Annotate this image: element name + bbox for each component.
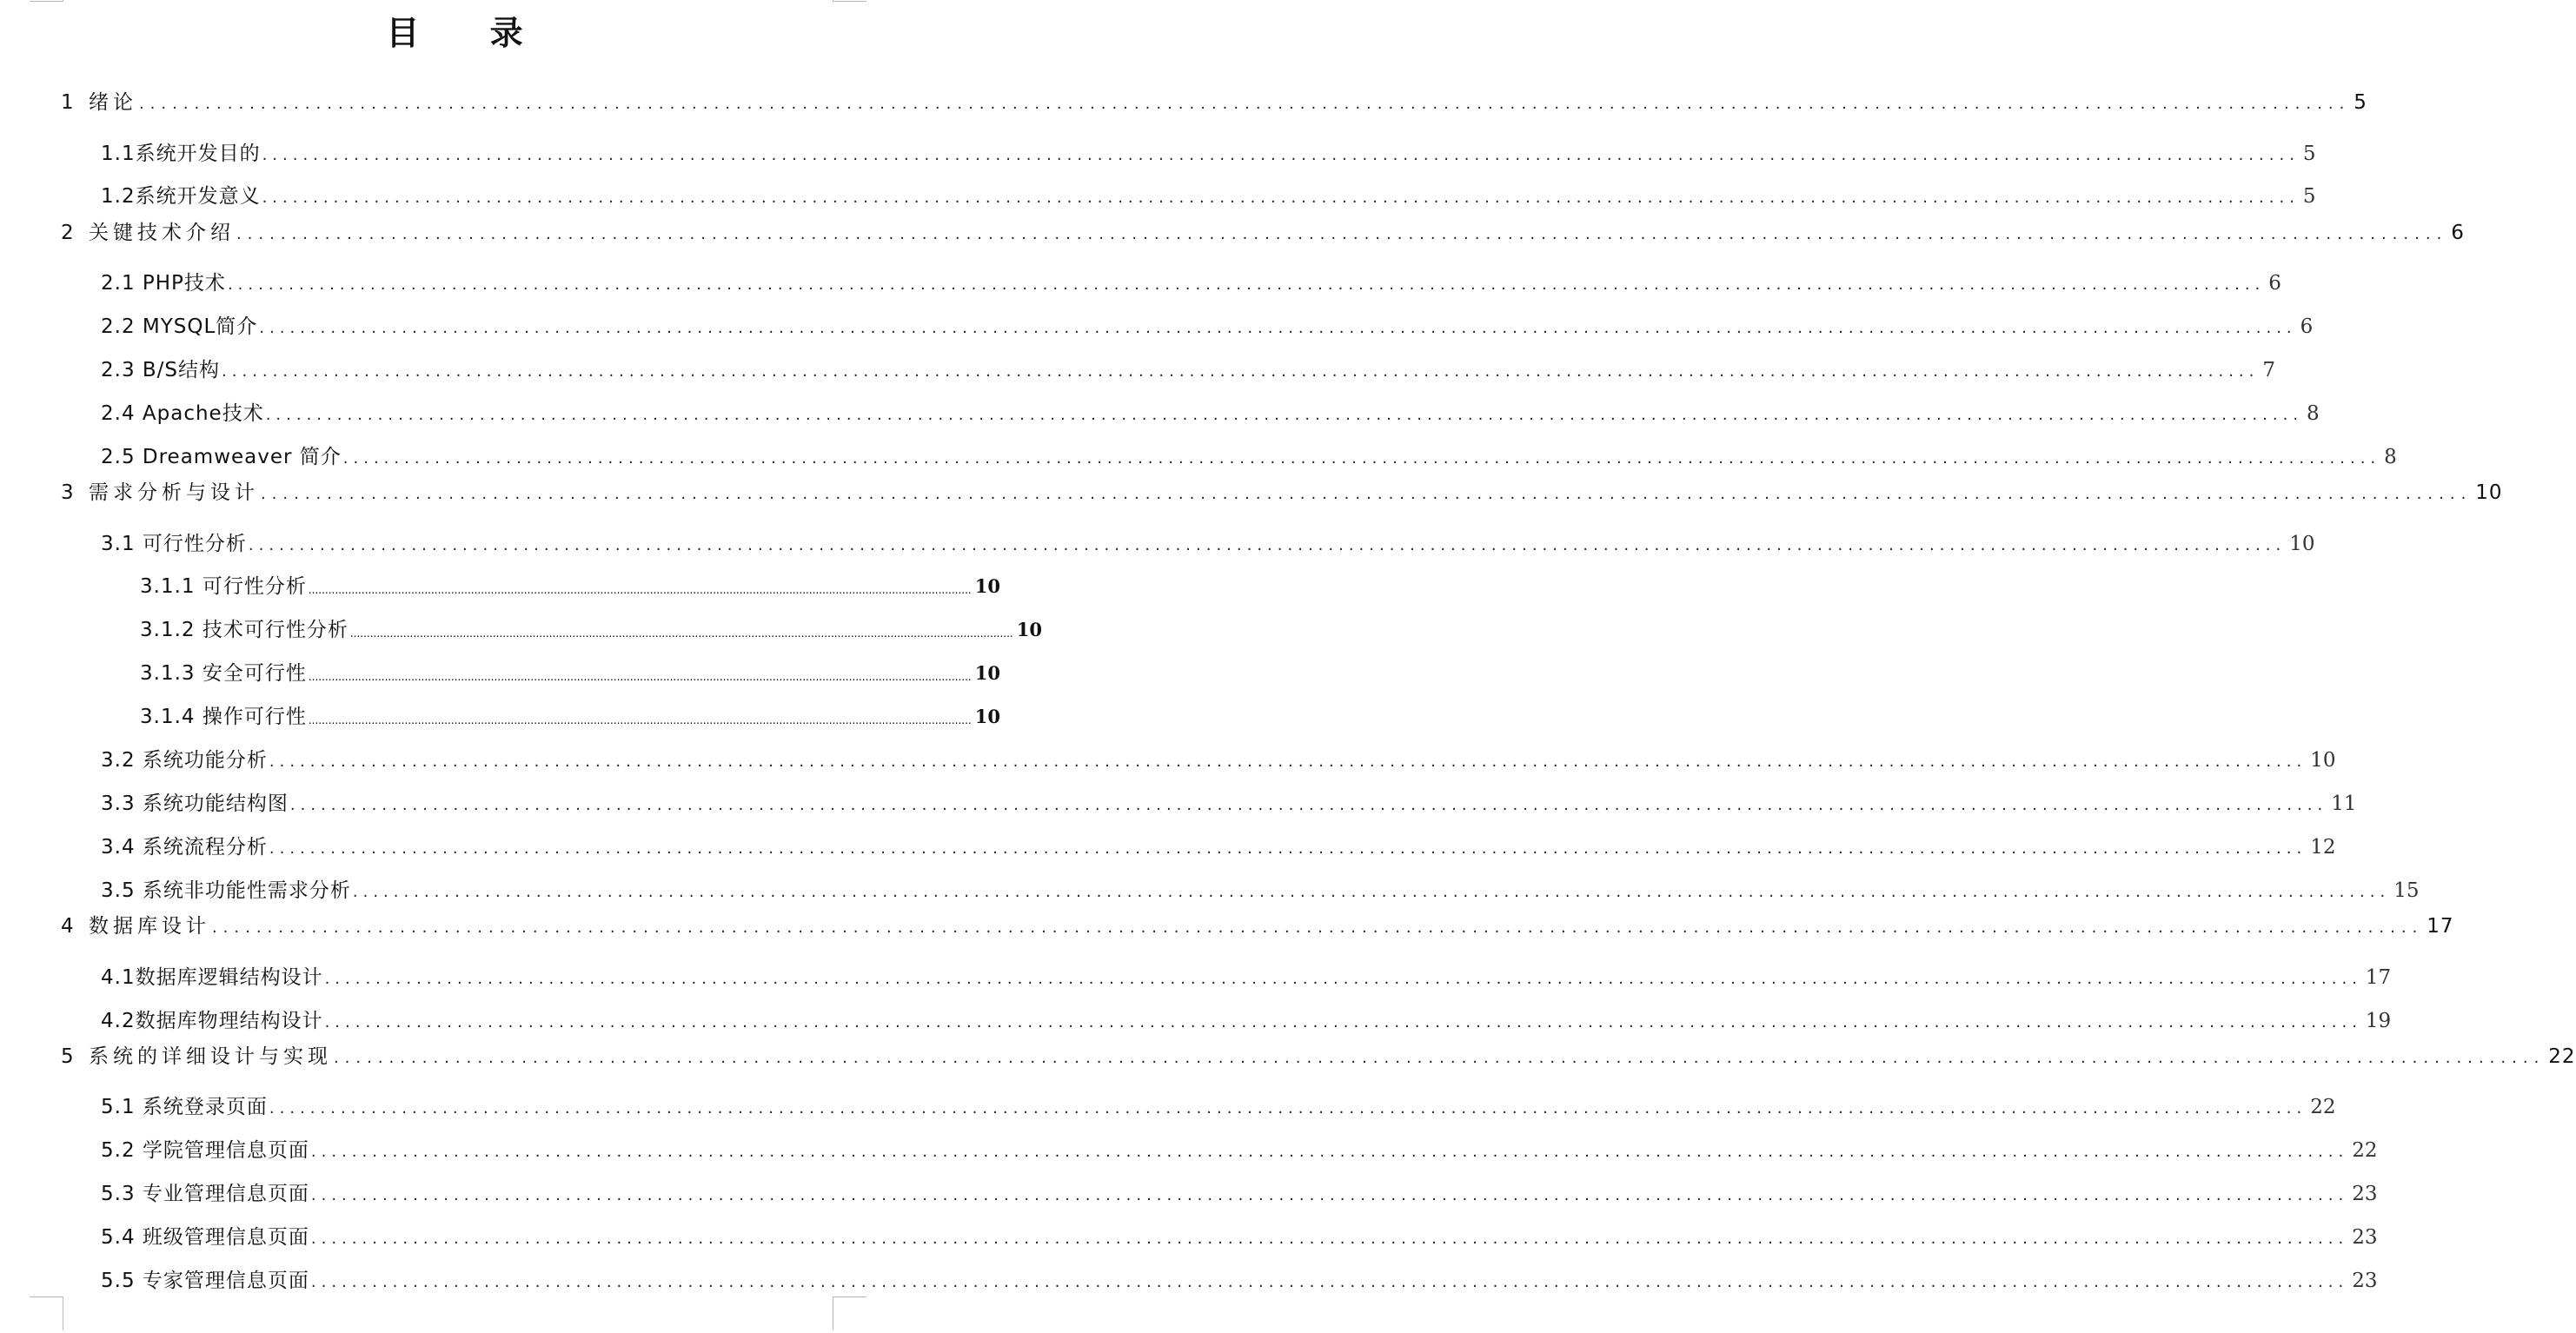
- toc-dot-leader: ........................................................................................................................................................................................................: [259, 319, 2297, 337]
- toc-entry-section[interactable]: [101, 1095, 2336, 1119]
- toc-page-number: 15: [2393, 879, 2420, 902]
- page-title: 目 录: [386, 14, 553, 52]
- toc-page-number: 23: [2352, 1226, 2378, 1249]
- toc-entry-label: 2 关键技术介绍: [61, 222, 235, 244]
- toc-entry-chapter[interactable]: [61, 221, 2465, 245]
- toc-dot-leader: ........................................................................................................................................................................................................: [333, 1049, 2546, 1067]
- toc-dot-leader: ........................................................................................................................................................................................................: [262, 189, 2300, 207]
- toc-entry-section[interactable]: [101, 184, 2316, 209]
- toc-page-number: 10: [2310, 749, 2336, 772]
- toc-entry-label: 2.2 MYSQL简介: [101, 315, 258, 338]
- page-corner-mark: [833, 1297, 866, 1330]
- toc-page-number: 10: [974, 706, 1000, 727]
- toc-page-number: 17: [2365, 966, 2392, 989]
- toc-page-number: 6: [2300, 315, 2314, 338]
- toc-dot-leader: ........................................................................................................................................................................................................: [324, 970, 2362, 988]
- toc-entry-label: 3.3 系统功能结构图: [101, 793, 289, 815]
- toc-page-number: 10: [974, 575, 1000, 597]
- toc-page-number: 17: [2427, 915, 2454, 938]
- toc-page-number: 7: [2262, 359, 2276, 381]
- toc-dot-leader: ........................................................................................................................................................................................................: [269, 753, 2307, 771]
- toc-entry-label: 1.1系统开发目的: [101, 143, 261, 165]
- toc-dot-leader: ........................................................................................................................................................................................................: [262, 146, 2300, 164]
- page-corner-mark: [30, 0, 63, 2]
- toc-entry-chapter[interactable]: [61, 481, 2503, 505]
- toc-dot-leader: ........................................................................................................................................................................................................: [222, 362, 2260, 381]
- toc-page-number: 10: [2475, 481, 2503, 504]
- toc-entry-label: 4 数据库设计: [61, 915, 210, 938]
- toc-entry-chapter[interactable]: [61, 90, 2367, 115]
- toc-page-number: 5: [2302, 185, 2316, 208]
- toc-entry-chapter[interactable]: [61, 914, 2454, 938]
- page-corner-mark: [30, 1297, 63, 1330]
- toc-entry-section[interactable]: [101, 1182, 2378, 1206]
- toc-entry-section[interactable]: [101, 879, 2420, 903]
- toc-dot-leader: ........................................................................................................................................................................................................: [310, 1186, 2349, 1204]
- toc-entry-label: 2.4 Apache技术: [101, 402, 264, 425]
- toc-dot-leader: ........................................................................................................................................................................................................: [308, 714, 972, 726]
- toc-page-number: 22: [2352, 1139, 2378, 1162]
- toc-entry-section[interactable]: [101, 142, 2316, 166]
- toc-entry-section[interactable]: [101, 445, 2397, 469]
- toc-page-number: 23: [2352, 1270, 2378, 1292]
- toc-entry-label: 5.4 班级管理信息页面: [101, 1226, 309, 1249]
- toc-entry-label: 3.1.4 操作可行性: [140, 706, 307, 728]
- toc-entry-section[interactable]: [101, 315, 2314, 339]
- toc-entry-label: 1.2系统开发意义: [101, 185, 261, 208]
- toc-entry-section[interactable]: [101, 401, 2320, 426]
- toc-entry-section[interactable]: [101, 792, 2357, 816]
- toc-entry-section[interactable]: [101, 748, 2336, 773]
- toc-entry-subsection[interactable]: [140, 661, 1000, 686]
- toc-dot-leader: ........................................................................................................................................................................................................: [310, 1230, 2349, 1248]
- toc-dot-leader: ........................................................................................................................................................................................................: [324, 1013, 2362, 1031]
- toc-entry-label: 2.1 PHP技术: [101, 272, 226, 295]
- toc-entry-label: 3 需求分析与设计: [61, 481, 259, 504]
- toc-page-number: 6: [2451, 222, 2465, 244]
- toc-dot-leader: ........................................................................................................................................................................................................: [269, 839, 2307, 858]
- toc-entry-section[interactable]: [101, 271, 2281, 295]
- toc-entry-label: 5.1 系统登录页面: [101, 1096, 268, 1118]
- toc-entry-label: 3.5 系统非功能性需求分析: [101, 879, 351, 902]
- toc-entry-section[interactable]: [101, 1009, 2392, 1033]
- toc-entry-label: 4.1数据库逻辑结构设计: [101, 966, 323, 989]
- toc-entry-label: 3.1.3 安全可行性: [140, 662, 307, 685]
- toc-entry-section[interactable]: [101, 358, 2276, 382]
- toc-dot-leader: ........................................................................................................................................................................................................: [310, 1273, 2349, 1291]
- toc-entry-section[interactable]: [101, 1269, 2378, 1293]
- page-corner-mark: [833, 0, 866, 2]
- toc-entry-label: 3.2 系统功能分析: [101, 749, 268, 772]
- toc-dot-leader: ........................................................................................................................................................................................................: [308, 671, 972, 683]
- toc-page-number: 10: [2289, 533, 2315, 555]
- toc-page-number: 6: [2268, 272, 2281, 295]
- toc-dot-leader: ........................................................................................................................................................................................................: [269, 1099, 2307, 1117]
- toc-dot-leader: ........................................................................................................................................................................................................: [211, 919, 2424, 937]
- toc-entry-section[interactable]: [101, 532, 2315, 556]
- toc-dot-leader: ........................................................................................................................................................................................................: [289, 796, 2328, 814]
- toc-page-number: 5: [2354, 91, 2367, 114]
- toc-entry-label: 5 系统的详细设计与实现: [61, 1045, 332, 1068]
- toc-entry-label: 3.1 可行性分析: [101, 533, 247, 555]
- toc-page-number: 11: [2331, 793, 2357, 815]
- toc-entry-label: 5.3 专业管理信息页面: [101, 1183, 309, 1205]
- toc-page-number: 19: [2365, 1010, 2392, 1032]
- toc-entry-section[interactable]: [101, 835, 2336, 859]
- toc-entry-label: 5.2 学院管理信息页面: [101, 1139, 309, 1162]
- toc-page-number: 8: [2384, 446, 2397, 468]
- toc-page-number: 12: [2310, 836, 2336, 859]
- toc-dot-leader: ........................................................................................................................................................................................................: [349, 627, 1013, 640]
- toc-entry-subsection[interactable]: [140, 574, 1000, 599]
- toc-page-number: 5: [2302, 143, 2316, 165]
- toc-dot-leader: ........................................................................................................................................................................................................: [265, 406, 2304, 424]
- toc-dot-leader: ........................................................................................................................................................................................................: [260, 485, 2473, 503]
- toc-entry-label: 4.2数据库物理结构设计: [101, 1010, 323, 1032]
- toc-entry-subsection[interactable]: [140, 705, 1000, 729]
- toc-entry-section[interactable]: [101, 1225, 2378, 1250]
- toc-dot-leader: ........................................................................................................................................................................................................: [308, 584, 972, 596]
- toc-page-number: 23: [2352, 1183, 2378, 1205]
- toc-dot-leader: ........................................................................................................................................................................................................: [227, 275, 2266, 294]
- toc-dot-leader: ........................................................................................................................................................................................................: [310, 1143, 2349, 1161]
- toc-entry-label: 3.4 系统流程分析: [101, 836, 268, 859]
- toc-page-number: 10: [974, 662, 1000, 684]
- toc-entry-label: 3.1.2 技术可行性分析: [140, 619, 349, 641]
- toc-dot-leader: ........................................................................................................................................................................................................: [138, 95, 2351, 113]
- toc-dot-leader: ........................................................................................................................................................................................................: [352, 883, 2391, 901]
- toc-entry-section[interactable]: [101, 965, 2392, 990]
- toc-entry-chapter[interactable]: [61, 1045, 2576, 1069]
- toc-entry-section[interactable]: [101, 1138, 2378, 1163]
- toc-entry-label: 5.5 专家管理信息页面: [101, 1270, 309, 1292]
- toc-page-number: 22: [2310, 1096, 2336, 1118]
- toc-entry-label: 3.1.1 可行性分析: [140, 575, 307, 598]
- toc-dot-leader: ........................................................................................................................................................................................................: [342, 449, 2381, 468]
- toc-entry-subsection[interactable]: [140, 618, 1042, 642]
- toc-page-number: 22: [2548, 1045, 2576, 1068]
- toc-dot-leader: ........................................................................................................................................................................................................: [248, 536, 2287, 554]
- toc-entry-label: 1 绪论: [61, 91, 137, 114]
- toc-entry-label: 2.3 B/S结构: [101, 359, 221, 381]
- toc-entry-label: 2.5 Dreamweaver 简介: [101, 446, 342, 468]
- toc-page-number: 8: [2307, 402, 2320, 425]
- toc-page-number: 10: [1016, 619, 1042, 640]
- toc-dot-leader: ........................................................................................................................................................................................................: [236, 225, 2448, 243]
